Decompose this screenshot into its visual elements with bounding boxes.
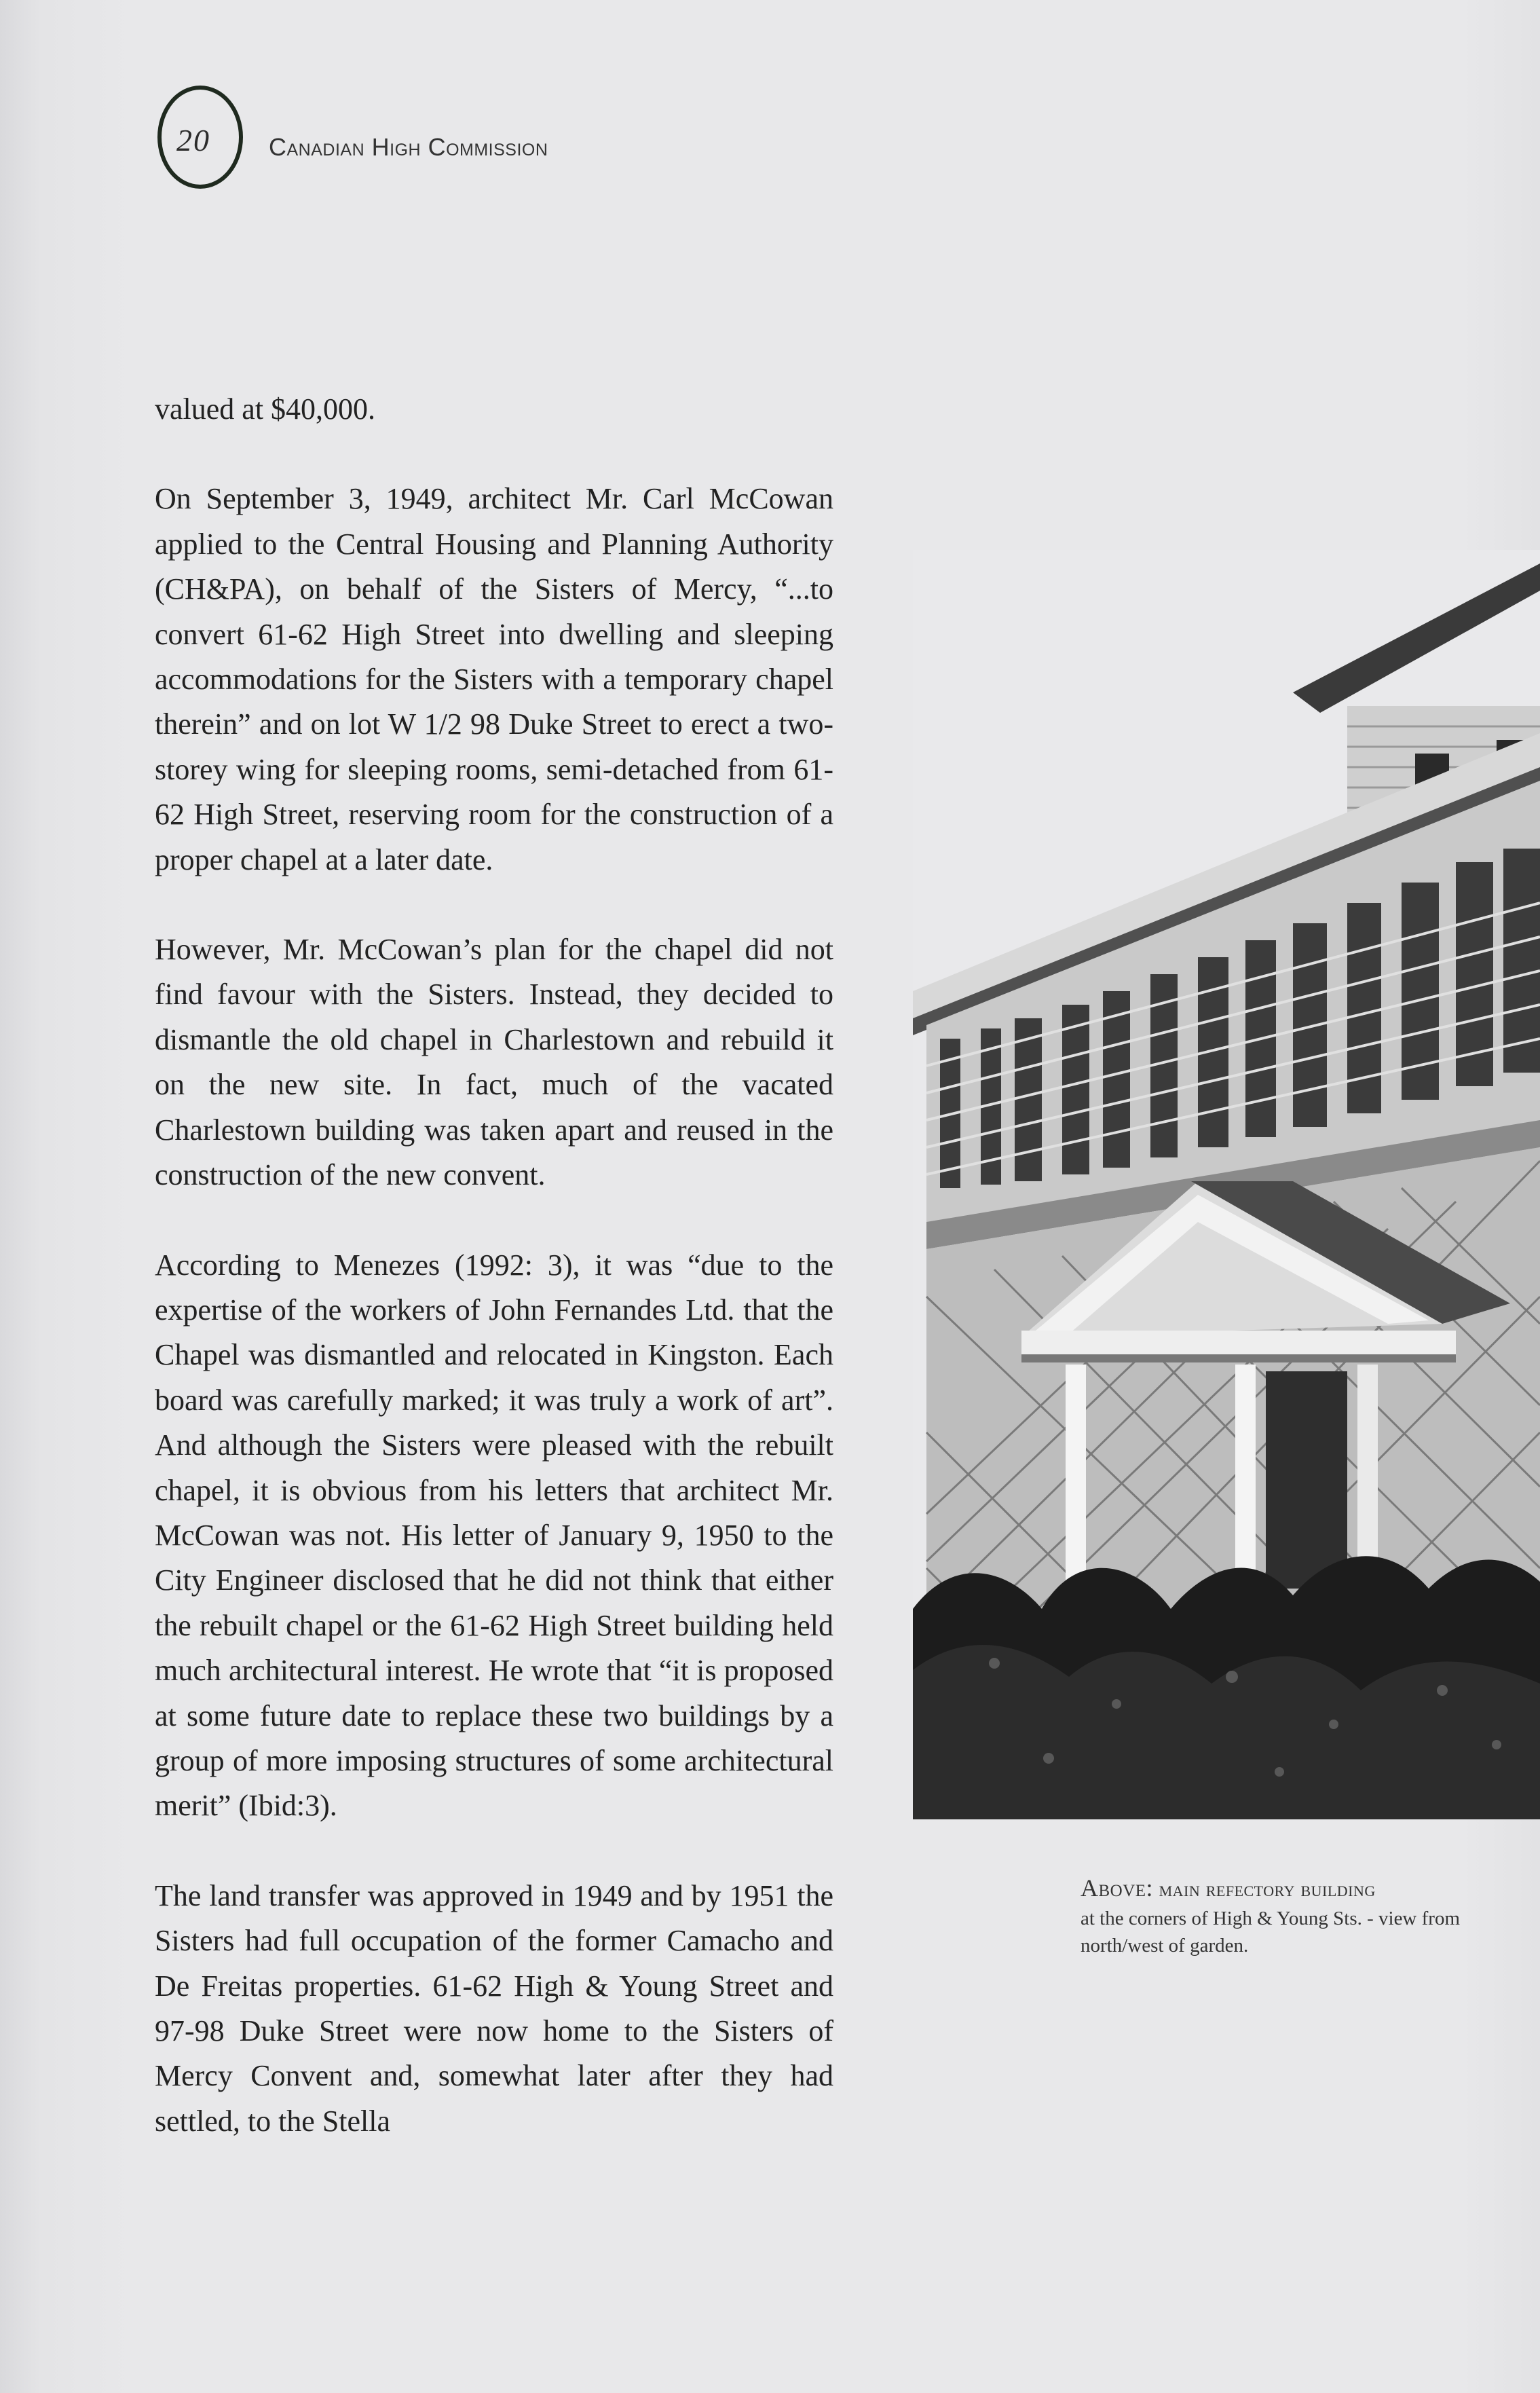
paragraph-2: On September 3, 1949, architect Mr. Carl McCowan applied to the Central Housing and Planning Authority (CH&PA), on behalf of the Sisters of Mercy, “...to convert 61-62 High Street into dwelling and sleeping accommodations for the Sisters with a temporary chapel therein” and on lot W 1/2 98 Duke Street to erect a two-storey wing for sleeping rooms, semi-detached from 61-62 High Street, reserving room for the construction of a proper chapel at a later date. <box>155 482 833 876</box>
refectory-building-photo <box>913 550 1540 1819</box>
paragraph-4: According to Menezes (1992: 3), it was “due to the expertise of the workers of John Fernandes Ltd. that the Chapel was dismantled and relocated in Kingston. Each board was carefully marked; it was truly a work of art”. And although the Sisters were pleased with the rebuilt chapel, it is obvious from his letters that architect Mr. McCowan was not. His letter of January 9, 1950 to the City Engineer disclosed that he did not think that either the rebuilt chapel or the 61-62 High Street building held much architectural interest. He wrote that “it is proposed at some future date to replace these two buildings by a group of more imposing structures of some architectural merit” (Ibid:3). <box>155 1248 833 1823</box>
page-header <box>157 80 972 202</box>
page-number: 20 <box>176 123 210 157</box>
building-illustration <box>913 550 1540 1819</box>
running-head: Canadian High Commission <box>269 133 548 161</box>
caption-title: main refectory building <box>1159 1876 1376 1901</box>
photo-caption <box>1081 1874 1515 1959</box>
paragraph-5: The land transfer was approved in 1949 and by 1951 the Sisters had full occupation of the former Camacho and De Freitas properties. 61-62 High & Young Street and 97-98 Duke Street were now home to the Sisters of Mercy Convent and, somewhat later after they had settled, to the Stella <box>155 1878 833 2138</box>
paragraph-1: valued at $40,000. <box>155 392 376 426</box>
body-text <box>155 387 833 2189</box>
caption-heading <box>1081 1874 1515 1902</box>
caption-text: at the corners of High & Young Sts. - view from north/west of garden. <box>1081 1908 1461 1956</box>
caption-label: Above: <box>1081 1874 1154 1902</box>
paragraph-3: However, Mr. McCowan’s plan for the chapel did not find favour with the Sisters. Instead, they decided to dismantle the old chapel in Charlestown and rebuild it on the new site. In fact, much of the vacated Charlestown building was taken apart and reused in the construction of the new convent. <box>155 933 833 1192</box>
